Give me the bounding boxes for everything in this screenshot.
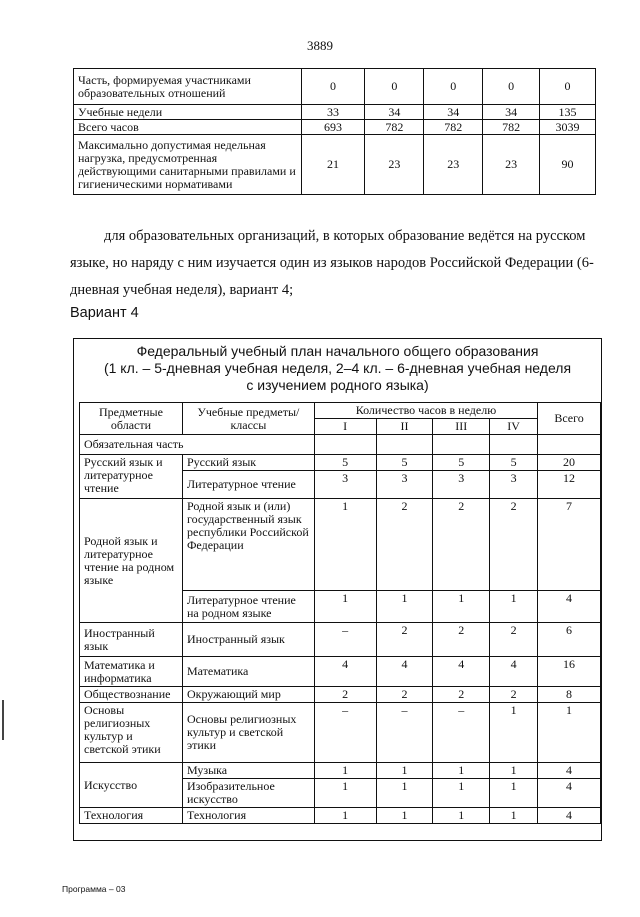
table-row — [80, 623, 601, 657]
cell-value: 2 — [490, 687, 538, 703]
header-row — [80, 403, 601, 419]
cell-value: 4 — [314, 657, 376, 687]
scan-mark — [2, 700, 4, 740]
header-hours: Количество часов в неделю — [314, 403, 537, 419]
cell-value: 0 — [540, 69, 596, 105]
page-number: 3889 — [307, 38, 333, 53]
section-row — [80, 435, 601, 455]
cell-value: 5 — [314, 455, 376, 471]
cell-value: 4 — [538, 763, 601, 779]
row-label: Максимально допустимая недельная нагрузка, предусмотренная действующими санитарными правилами и гигиеническими нормативами — [74, 135, 302, 195]
table-row — [74, 120, 596, 135]
cell-value: 2 — [433, 687, 490, 703]
cell-value: 23 — [365, 135, 424, 195]
subject-cell: Основы религиозных культур и светской этики — [182, 703, 314, 763]
cell-value: 21 — [301, 135, 365, 195]
cell-value: 4 — [433, 657, 490, 687]
cell-value: – — [376, 703, 433, 763]
cell-value: 1 — [314, 808, 376, 824]
cell-value: 135 — [540, 105, 596, 120]
area-cell: Технология — [80, 808, 183, 824]
table-row — [80, 657, 601, 687]
cell-value: 2 — [314, 687, 376, 703]
cell-value: 20 — [538, 455, 601, 471]
cell-value: 34 — [424, 105, 483, 120]
cell-value: 4 — [490, 657, 538, 687]
cell-value: 1 — [433, 763, 490, 779]
cell-value: 6 — [538, 623, 601, 657]
subject-cell: Литературное чтение — [182, 471, 314, 499]
area-cell: Родной язык и литературное чтение на родном языке — [80, 499, 183, 623]
cell-value: 1 — [490, 703, 538, 763]
header-grade: IV — [490, 419, 538, 435]
subject-cell: Родной язык и (или) государственный язык республики Российской Федерации — [182, 499, 314, 591]
row-label: Учебные недели — [74, 105, 302, 120]
cell-value: 2 — [433, 499, 490, 591]
cell-value: 782 — [365, 120, 424, 135]
empty-cell — [490, 435, 538, 455]
cell-value: 0 — [365, 69, 424, 105]
table-row — [80, 703, 601, 763]
area-cell: Искусство — [80, 763, 183, 808]
cell-value: – — [433, 703, 490, 763]
variant-heading: Вариант 4 — [70, 305, 139, 321]
curriculum-table — [79, 402, 601, 824]
cell-value: 1 — [376, 591, 433, 623]
cell-value: 0 — [301, 69, 365, 105]
cell-value: 3 — [490, 471, 538, 499]
subject-cell: Технология — [182, 808, 314, 824]
cell-value: 4 — [538, 808, 601, 824]
subject-cell: Иностранный язык — [182, 623, 314, 657]
cell-value: 693 — [301, 120, 365, 135]
cell-value: 5 — [376, 455, 433, 471]
table-row — [80, 455, 601, 471]
cell-value: 2 — [376, 499, 433, 591]
cell-value: 1 — [490, 779, 538, 808]
header-grade: I — [314, 419, 376, 435]
area-cell: Математика и информатика — [80, 657, 183, 687]
table-row — [80, 687, 601, 703]
cell-value: 5 — [490, 455, 538, 471]
cell-value: 3 — [314, 471, 376, 499]
cell-value: – — [314, 703, 376, 763]
cell-value: 1 — [376, 763, 433, 779]
row-label: Всего часов — [74, 120, 302, 135]
empty-cell — [314, 435, 376, 455]
header-grade: III — [433, 419, 490, 435]
cell-value: 2 — [433, 623, 490, 657]
subject-cell: Изобразительное искусство — [182, 779, 314, 808]
cell-value: 1 — [433, 591, 490, 623]
header-total: Всего — [538, 403, 601, 435]
subject-cell: Русский язык — [182, 455, 314, 471]
cell-value: 5 — [433, 455, 490, 471]
cell-value: 4 — [376, 657, 433, 687]
cell-value: 3 — [433, 471, 490, 499]
table-row — [74, 135, 596, 195]
cell-value: 1 — [314, 779, 376, 808]
table-row — [74, 105, 596, 120]
section-label: Обязательная часть — [80, 435, 315, 455]
summary-table — [73, 68, 596, 195]
cell-value: 34 — [365, 105, 424, 120]
cell-value: 0 — [483, 69, 540, 105]
table-row — [80, 499, 601, 591]
cell-value: 2 — [376, 687, 433, 703]
table-row — [80, 763, 601, 779]
cell-value: 12 — [538, 471, 601, 499]
cell-value: 7 — [538, 499, 601, 591]
cell-value: 1 — [314, 763, 376, 779]
cell-value: 782 — [483, 120, 540, 135]
curriculum-title — [74, 343, 601, 394]
curriculum-box — [73, 338, 602, 841]
cell-value: 1 — [538, 703, 601, 763]
cell-value: 33 — [301, 105, 365, 120]
cell-value: 1 — [314, 499, 376, 591]
header-grade: II — [376, 419, 433, 435]
subject-cell: Окружающий мир — [182, 687, 314, 703]
cell-value: 1 — [376, 779, 433, 808]
body-paragraph — [70, 223, 615, 304]
paragraph-text: для образовательных организаций, в которых образование ведётся на русском языке, но наряду с ним изучается один из языков народов Российской Федерации (6-дневная учебная неделя), вариант 4; — [70, 228, 594, 298]
footer-text: Программа – 03 — [62, 884, 126, 894]
cell-value: 1 — [376, 808, 433, 824]
cell-value: 2 — [376, 623, 433, 657]
cell-value: 782 — [424, 120, 483, 135]
title-line: с изучением родного языка) — [246, 377, 429, 393]
cell-value: 34 — [483, 105, 540, 120]
area-cell: Иностранный язык — [80, 623, 183, 657]
row-label: Часть, формируемая участниками образовательных отношений — [74, 69, 302, 105]
empty-cell — [433, 435, 490, 455]
cell-value: 1 — [490, 591, 538, 623]
cell-value: 2 — [490, 499, 538, 591]
cell-value: 1 — [433, 808, 490, 824]
subject-cell: Литературное чтение на родном языке — [182, 591, 314, 623]
cell-value: 3 — [376, 471, 433, 499]
cell-value: 23 — [424, 135, 483, 195]
header-area: Предметные области — [80, 403, 183, 435]
cell-value: 1 — [490, 763, 538, 779]
cell-value: 8 — [538, 687, 601, 703]
cell-value: 1 — [433, 779, 490, 808]
area-cell: Русский язык и литературное чтение — [80, 455, 183, 499]
empty-cell — [376, 435, 433, 455]
cell-value: 4 — [538, 779, 601, 808]
cell-value: 2 — [490, 623, 538, 657]
cell-value: 4 — [538, 591, 601, 623]
cell-value: 1 — [490, 808, 538, 824]
cell-value: 23 — [483, 135, 540, 195]
table-row — [74, 69, 596, 105]
subject-cell: Математика — [182, 657, 314, 687]
cell-value: 90 — [540, 135, 596, 195]
cell-value: – — [314, 623, 376, 657]
cell-value: 16 — [538, 657, 601, 687]
empty-cell — [538, 435, 601, 455]
cell-value: 0 — [424, 69, 483, 105]
title-line: Федеральный учебный план начального общего образования — [136, 343, 539, 359]
title-line: (1 кл. – 5-дневная учебная неделя, 2–4 кл. – 6-дневная учебная неделя — [103, 360, 572, 376]
table-row — [80, 808, 601, 824]
subject-cell: Музыка — [182, 763, 314, 779]
cell-value: 1 — [314, 591, 376, 623]
cell-value: 3039 — [540, 120, 596, 135]
area-cell: Обществознание — [80, 687, 183, 703]
header-subject: Учебные предметы/ классы — [182, 403, 314, 435]
area-cell: Основы религиозных культур и светской этики — [80, 703, 183, 763]
